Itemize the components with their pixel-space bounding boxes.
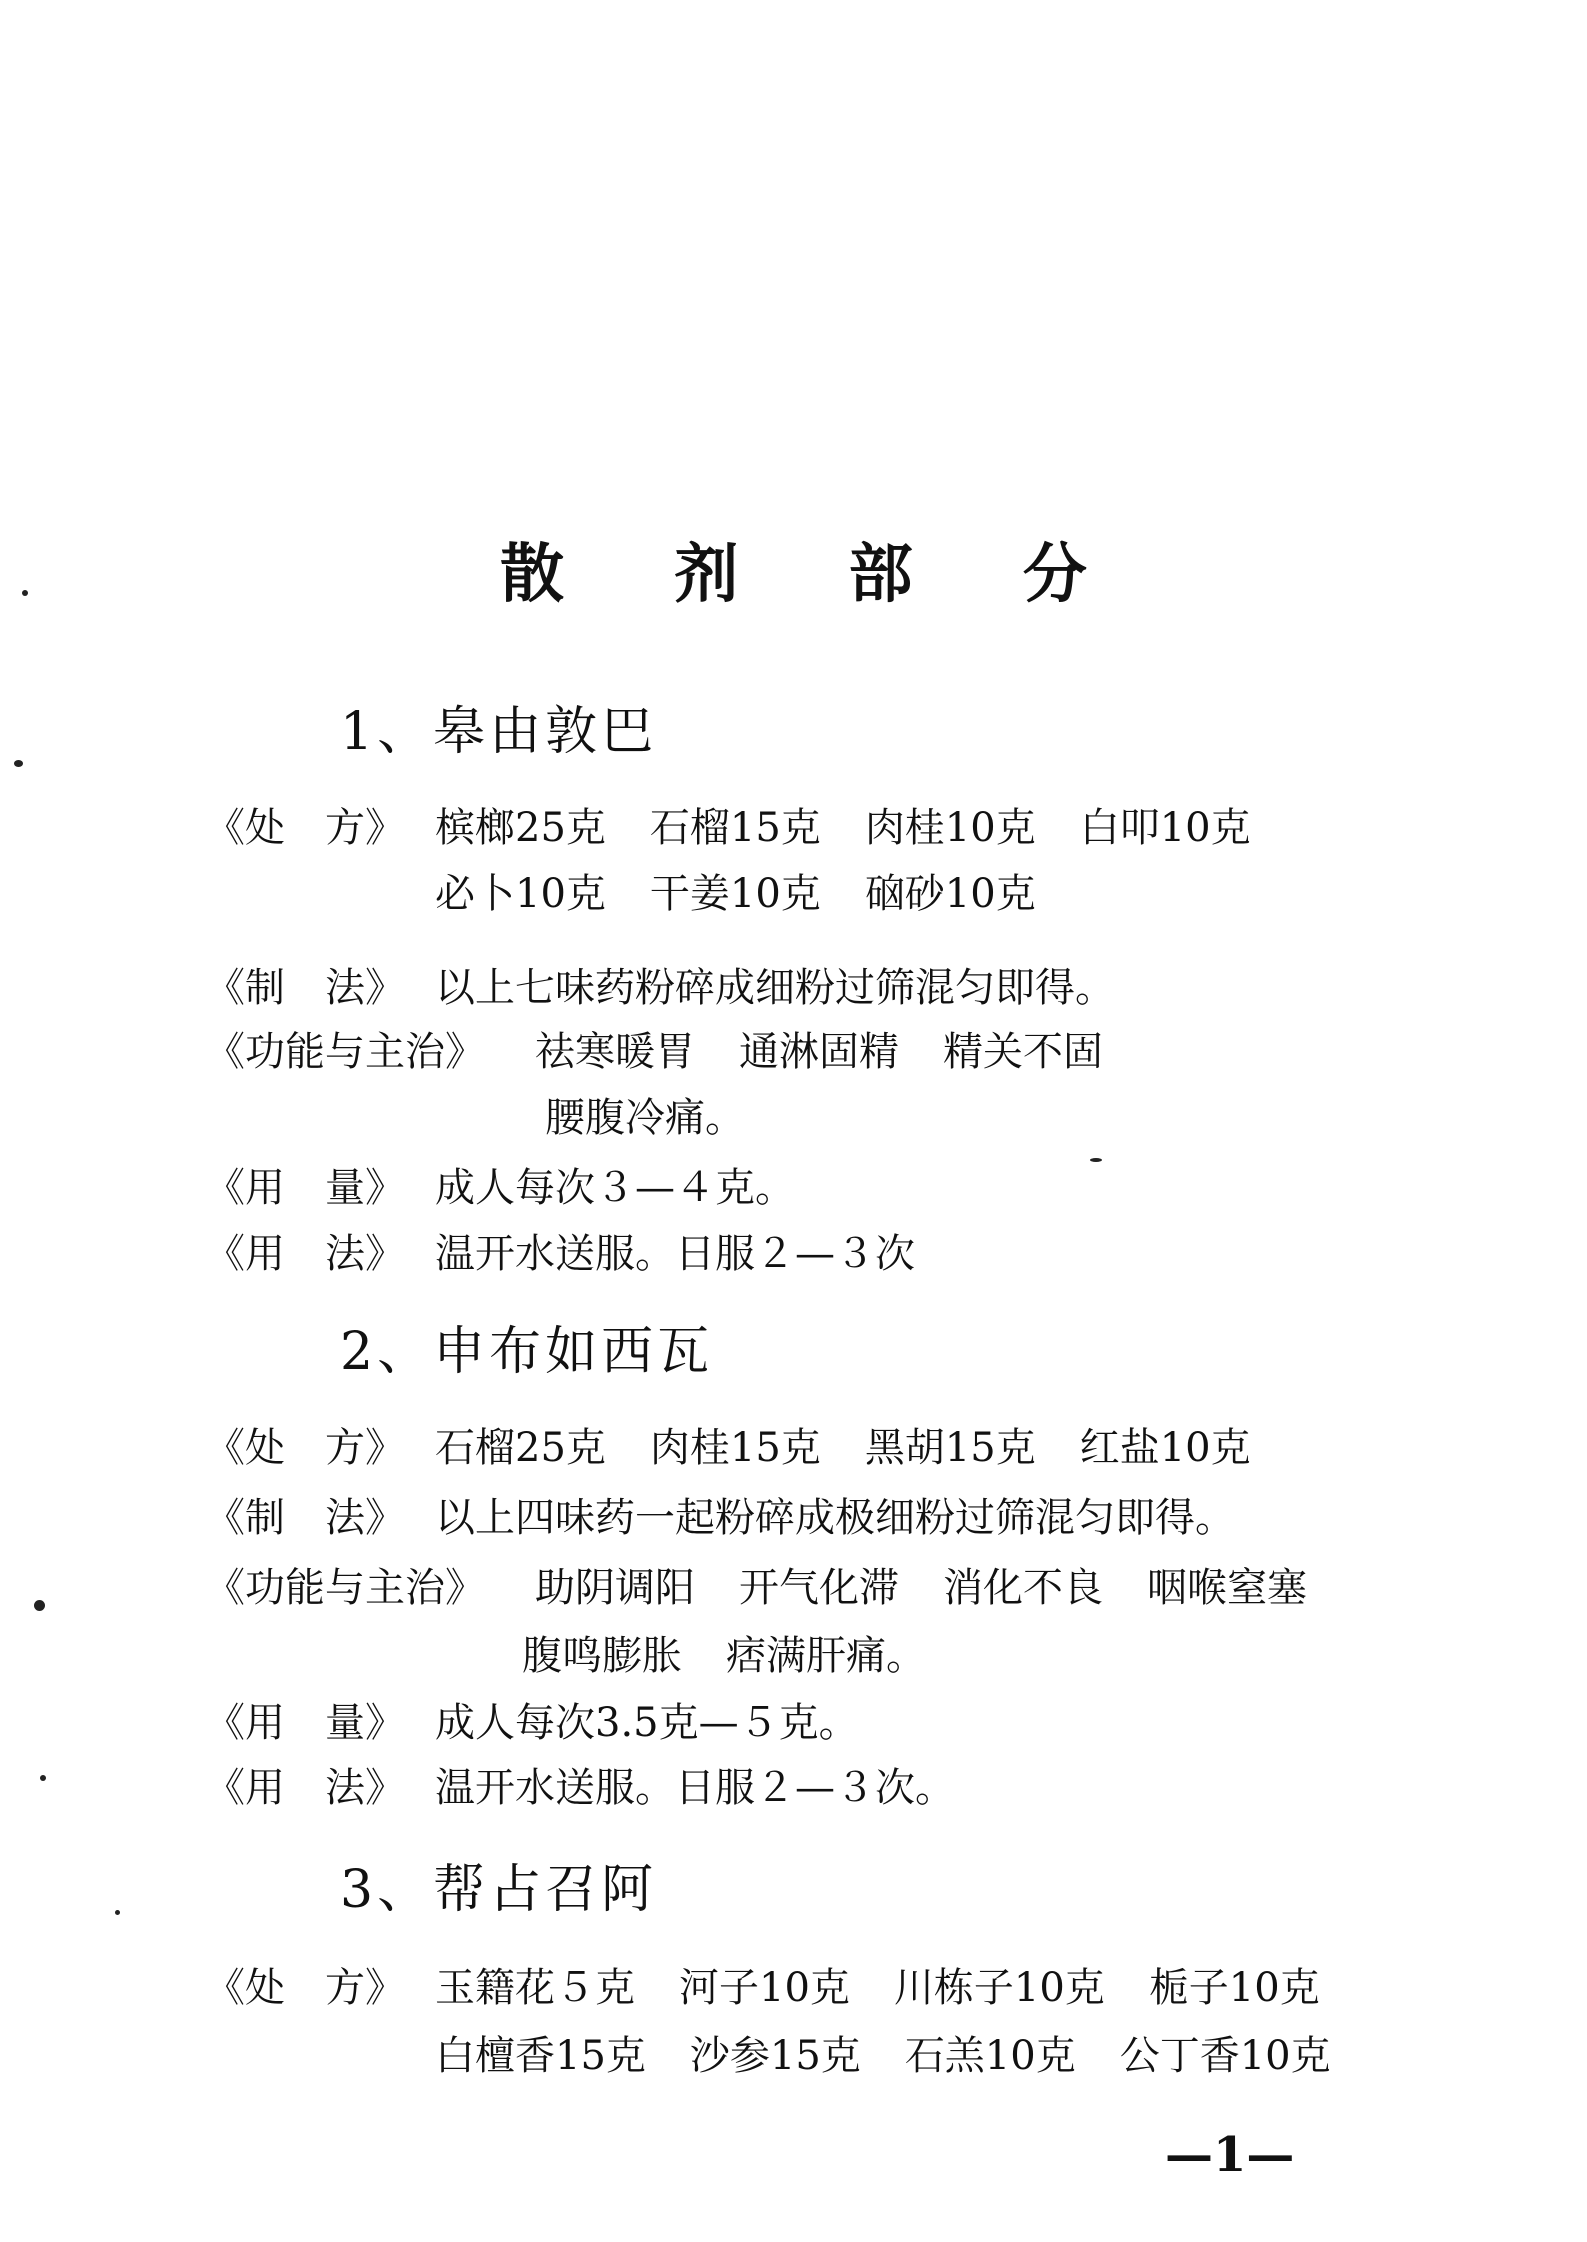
ingredient: 肉桂10克: [864, 805, 1036, 851]
scan-speck: [22, 590, 28, 596]
entry-1-usage: [205, 1226, 915, 1282]
dosage-label: 《用 量》: [205, 1700, 405, 1746]
scan-speck: [34, 1600, 45, 1611]
indication: 祛寒暖胃: [535, 1029, 695, 1075]
usage-text: 温开水送服。日服２—３次: [435, 1231, 915, 1277]
page-number: —1—: [1165, 2127, 1295, 2183]
ingredient: 白叩10克: [1079, 805, 1251, 851]
ingredient: 石榴15克: [649, 805, 821, 851]
ingredient: 沙参15克: [689, 2033, 861, 2079]
entry-3-prescription-continued: [435, 2028, 1331, 2084]
section-title: 散 剂 部 分: [500, 537, 1131, 612]
entry-title-3: 3、帮占召阿: [340, 1860, 658, 1920]
indication: 开气化滞: [739, 1565, 899, 1611]
ingredient: 黑胡15克: [864, 1425, 1036, 1471]
entry-2-function: [205, 1560, 1307, 1616]
entry-2-preparation: [205, 1490, 1235, 1546]
indication: 消化不良: [943, 1565, 1103, 1611]
ingredient: 肉桂15克: [649, 1425, 821, 1471]
usage-label: 《用 法》: [205, 1765, 405, 1811]
dosage-text: 成人每次3.5克—５克。: [435, 1700, 859, 1746]
ingredient: 槟榔25克: [435, 805, 606, 851]
ingredient: 红盐10克: [1079, 1425, 1251, 1471]
ingredient: 干姜10克: [649, 871, 821, 917]
prescription-label: 《处 方》: [205, 805, 405, 851]
dosage-label: 《用 量》: [205, 1165, 405, 1211]
entry-1-function-continued: [545, 1090, 745, 1146]
ingredient: 栀子10克: [1148, 1965, 1320, 2011]
entry-title-1: 1、皋由敦巴: [340, 702, 658, 762]
preparation-text: 以上七味药粉碎成细粉过筛混匀即得。: [435, 965, 1115, 1011]
scan-speck: [1090, 1158, 1102, 1162]
ingredient: 必卜10克: [435, 871, 606, 917]
prescription-label: 《处 方》: [205, 1965, 405, 2011]
usage-text: 温开水送服。日服２—３次。: [435, 1765, 955, 1811]
indication: 通淋固精: [739, 1029, 899, 1075]
indication: 精关不固: [943, 1029, 1103, 1075]
function-label: 《功能与主治》: [205, 1565, 485, 1611]
entry-1-dosage: [205, 1160, 795, 1216]
function-label: 《功能与主治》: [205, 1029, 485, 1075]
ingredient: 河子10克: [679, 1965, 850, 2011]
entry-2-prescription: [205, 1420, 1251, 1476]
preparation-text: 以上四味药一起粉碎成极细粉过筛混匀即得。: [435, 1495, 1235, 1541]
ingredient: 硇砂10克: [864, 871, 1036, 917]
preparation-label: 《制 法》: [205, 1495, 405, 1541]
indication: 腹鸣膨胀: [522, 1633, 682, 1679]
indication: 腰腹冷痛。: [545, 1095, 745, 1141]
ingredient: 公丁香10克: [1119, 2033, 1331, 2079]
entry-2-dosage: [205, 1695, 859, 1751]
dosage-text: 成人每次３—４克。: [435, 1165, 795, 1211]
entry-2-function-continued: [522, 1628, 926, 1684]
ingredient: 石榴25克: [435, 1425, 606, 1471]
entry-1-prescription: [205, 800, 1251, 856]
preparation-label: 《制 法》: [205, 965, 405, 1011]
entry-title-2: 2、申布如西瓦: [340, 1322, 714, 1382]
ingredient: 石羔10克: [904, 2033, 1076, 2079]
usage-label: 《用 法》: [205, 1231, 405, 1277]
scan-speck: [40, 1775, 46, 1781]
prescription-label: 《处 方》: [205, 1425, 405, 1471]
entry-3-prescription: [205, 1960, 1320, 2016]
ingredient: 川栋子10克: [893, 1965, 1105, 2011]
scan-speck: [14, 760, 23, 767]
indication: 痞满肝痛。: [726, 1633, 926, 1679]
scan-speck: [115, 1910, 120, 1915]
entry-1-preparation: [205, 960, 1115, 1016]
ingredient: 白檀香15克: [435, 2033, 646, 2079]
entry-1-prescription-continued: [435, 866, 1036, 922]
indication: 助阴调阳: [535, 1565, 695, 1611]
entry-2-usage: [205, 1760, 955, 1816]
ingredient: 玉籍花５克: [435, 1965, 635, 2011]
entry-1-function: [205, 1024, 1103, 1080]
indication: 咽喉窒塞: [1147, 1565, 1307, 1611]
